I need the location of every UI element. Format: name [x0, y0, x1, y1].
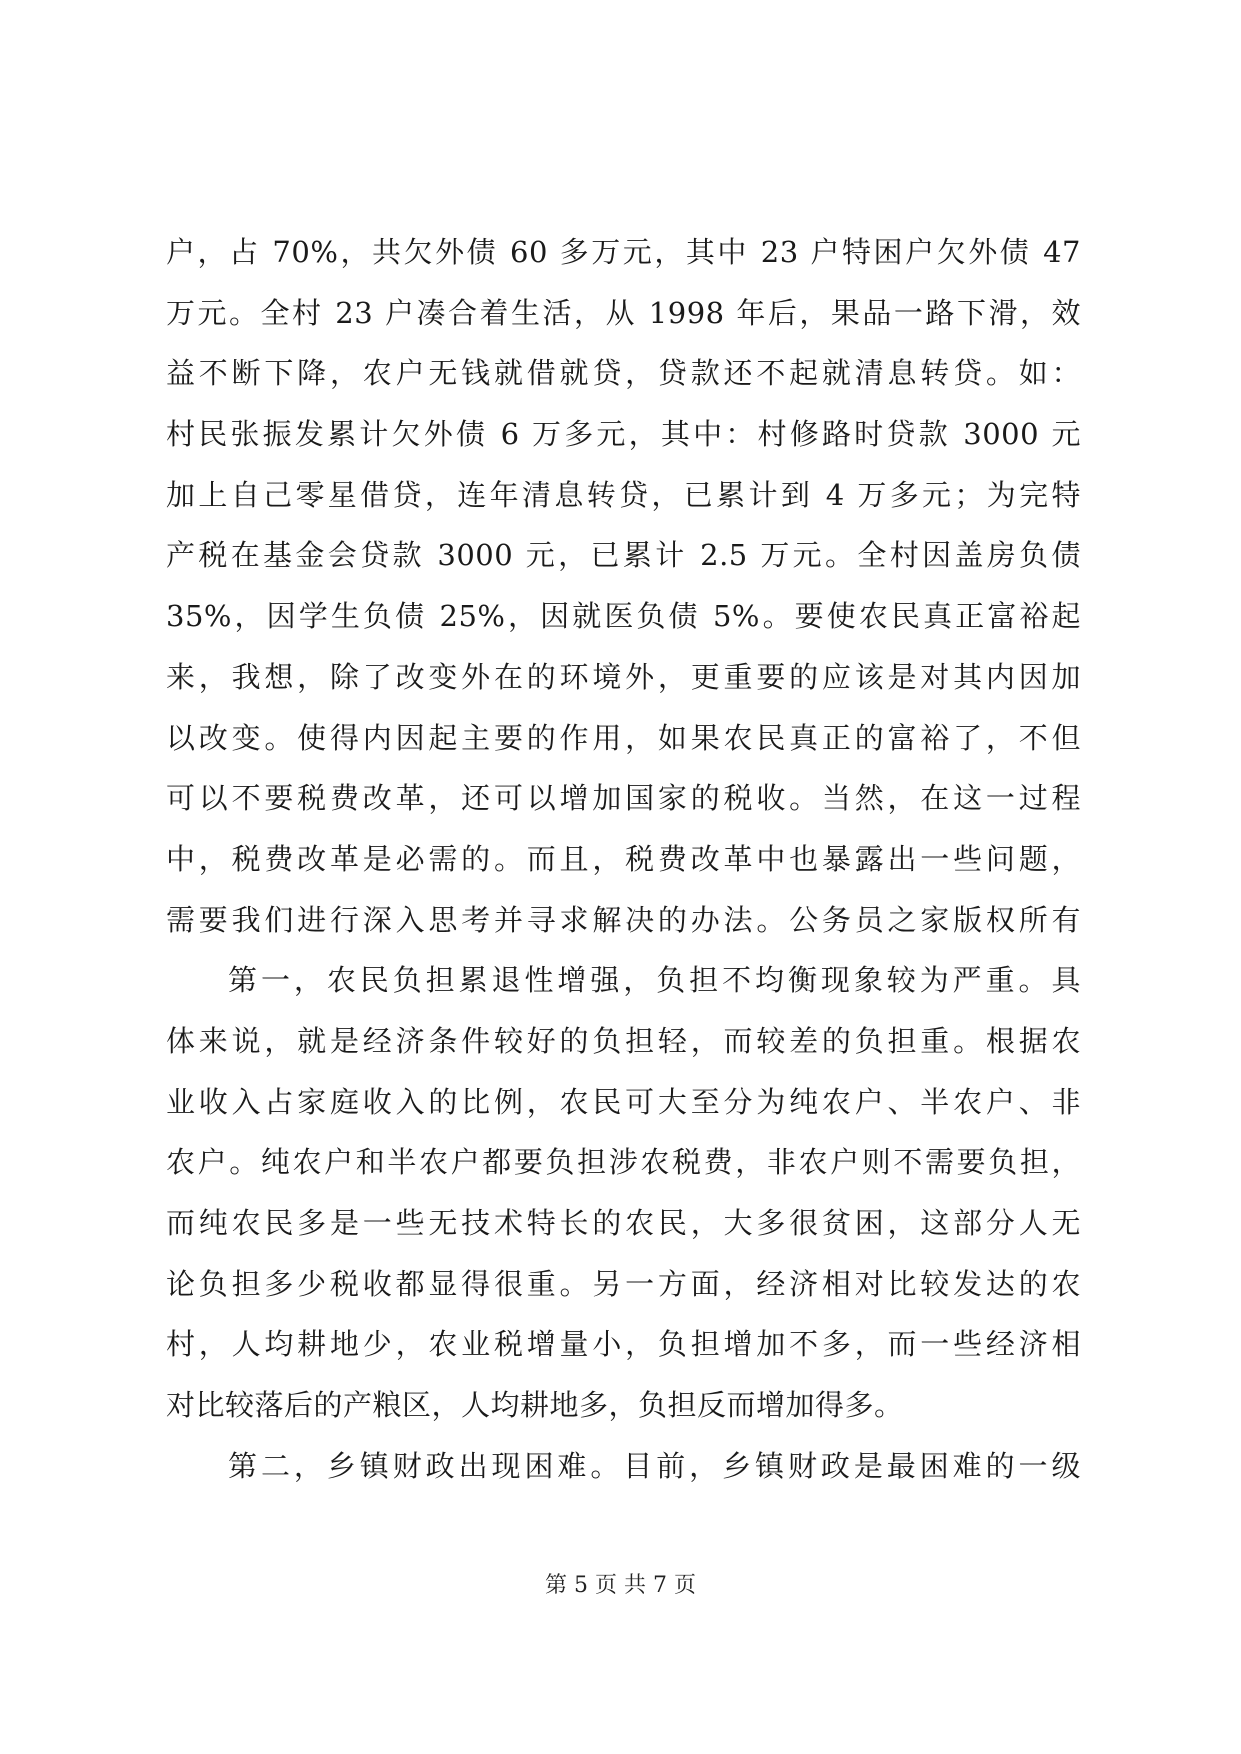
text-line: 业收入占家庭收入的比例，农民可大至分为纯农户、半农户、非	[166, 1084, 1081, 1119]
text-line: 对比较落后的产粮区，人均耕地多，负担反而增加得多。	[166, 1388, 904, 1423]
text-line: 户，占 70%，共欠外债 60 多万元，其中 23 户特困户欠外债 47	[166, 235, 1081, 269]
text-line: 体来说，就是经济条件较好的负担轻，而较差的负担重。根据农	[166, 1023, 1081, 1058]
text-line: 可以不要税费改革，还可以增加国家的税收。当然，在这一过程	[166, 781, 1081, 816]
text-line: 益不断下降，农户无钱就借就贷，贷款还不起就清息转贷。如：	[166, 356, 1081, 391]
text-line: 以改变。使得内因起主要的作用，如果农民真正的富裕了，不但	[166, 720, 1081, 755]
page-footer: 第 5 页 共 7 页	[545, 1573, 696, 1598]
text-line: 加上自己零星借贷，连年清息转贷，已累计到 4 万多元；为完特	[166, 477, 1081, 512]
text-line: 第二，乡镇财政出现困难。目前，乡镇财政是最困难的一级	[228, 1448, 1081, 1483]
text-line: 中，税费改革是必需的。而且，税费改革中也暴露出一些问题，	[166, 841, 1081, 876]
body-text	[166, 222, 1081, 1496]
text-line: 第一，农民负担累退性增强，负担不均衡现象较为严重。具	[228, 963, 1081, 998]
text-line: 产税在基金会贷款 3000 元，已累计 2.5 万元。全村因盖房负债	[166, 538, 1081, 573]
text-line: 需要我们进行深入思考并寻求解决的办法。公务员之家版权所有	[166, 902, 1081, 937]
text-line: 村民张振发累计欠外债 6 万多元，其中：村修路时贷款 3000 元	[166, 417, 1081, 452]
text-line: 农户。纯农户和半农户都要负担涉农税费，非农户则不需要负担，	[166, 1145, 1081, 1180]
text-line: 村，人均耕地少，农业税增量小，负担增加不多，而一些经济相	[166, 1327, 1081, 1362]
text-line: 论负担多少税收都显得很重。另一方面，经济相对比较发达的农	[166, 1266, 1081, 1301]
text-line: 来，我想，除了改变外在的环境外，更重要的应该是对其内因加	[166, 659, 1081, 694]
text-line: 35%，因学生负债 25%，因就医负债 5%。要使农民真正富裕起	[166, 599, 1081, 634]
text-line: 而纯农民多是一些无技术特长的农民，大多很贫困，这部分人无	[166, 1206, 1081, 1240]
text-line: 万元。全村 23 户凑合着生活，从 1998 年后，果品一路下滑，效	[166, 295, 1081, 330]
